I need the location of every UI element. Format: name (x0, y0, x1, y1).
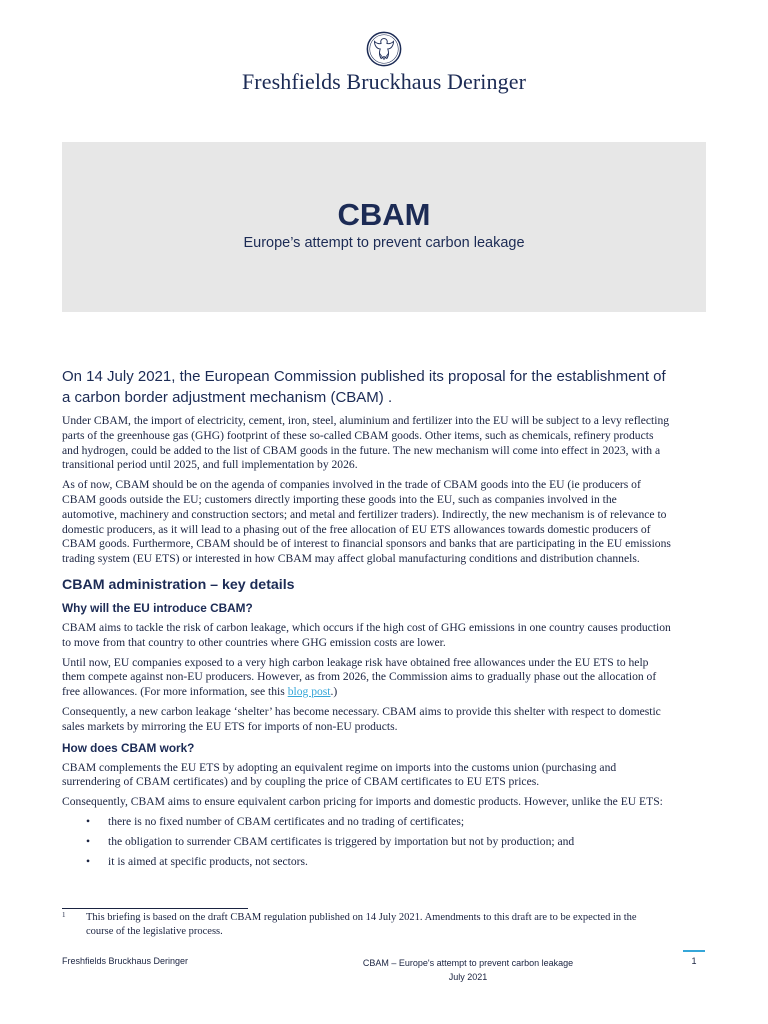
how-heading: How does CBAM work? (62, 740, 195, 755)
footer-date: July 2021 (448, 972, 488, 982)
how-paragraph-2: Consequently, CBAM aims to ensure equivalent carbon pricing for imports and domestic products. However, unlike the EU ETS: (62, 795, 663, 809)
bullet-text: the obligation to surrender CBAM certificates is triggered by importation but not by production; and (108, 834, 575, 848)
main-content (62, 366, 672, 874)
bullet-icon: • (86, 814, 91, 828)
intro-paragraph-2: As of now, CBAM should be on the agenda of companies involved in the trade of CBAM goods into the EU (ie producers of CBAM goods outside the EU; customers directly importing these goods into the EU, such as companies involved in the automotive, machinery and construction sectors; and metal and fertilizer traders). Indirectly, the new mechanism is of relevance to domestic producers, as it will lead to a phasing out of the free allocation of EU ETS allowances towards domestic producers of CBAM goods. Furthermore, CBAM should be of interest to financial sponsors and banks that are participating in the EU emissions trading system (EU ETS) or interested in how CBAM may affect global manufacturing conditions and distribution channels. (62, 478, 671, 566)
title-banner (62, 142, 706, 312)
page-number-rule (683, 950, 705, 952)
why-heading: Why will the EU introduce CBAM? (62, 600, 253, 615)
bullet-icon: • (86, 834, 91, 848)
footnote (62, 911, 662, 938)
footnote-mark: 1 (62, 911, 66, 919)
footnote-divider (62, 908, 248, 909)
bullet-text: there is no fixed number of CBAM certificates and no trading of certificates; (108, 814, 465, 828)
section-heading: CBAM administration – key details (62, 576, 295, 593)
bullet-text: it is aimed at specific products, not sectors. (108, 854, 308, 868)
why-paragraph-2 (62, 656, 672, 700)
footer-doc-title: CBAM – Europe's attempt to prevent carbon leakage (362, 958, 574, 968)
lead-paragraph: On 14 July 2021, the European Commission published its proposal for the establishment of a carbon border adjustment mechanism (CBAM) . (62, 368, 666, 406)
why-paragraph-1: CBAM aims to tackle the risk of carbon leakage, which occurs if the high cost of GHG emissions in one country causes production to move from that country to other countries where GHG emission costs are lower. (62, 620, 671, 649)
page-title: CBAM (337, 197, 431, 232)
list-item (62, 815, 672, 830)
why-paragraph-2-text: Until now, EU companies exposed to a very high carbon leakage risk have obtained free allowances under the EU ETS to help them compete against non-EU producers. However, as from 2026, the Commission aims to gradually phase out the allocation of free allowances. (For more information, see this (62, 655, 657, 699)
footer-title (318, 956, 618, 984)
crest-icon (365, 30, 403, 68)
why-paragraph-2-end: .) (330, 685, 338, 699)
footer-firm-name: Freshfields Bruckhaus Deringer (62, 956, 189, 966)
logo-name: Freshfields Bruckhaus Deringer (241, 69, 527, 94)
bullet-icon: • (86, 854, 91, 868)
footnote-text: This briefing is based on the draft CBAM regulation published on 14 July 2021. Amendments to this draft are to be expected in the course of the legislative process. (86, 912, 637, 937)
intro-paragraph-1: Under CBAM, the import of electricity, cement, iron, steel, aluminium and fertilizer into the EU will be subject to a levy reflecting parts of the greenhouse gas (GHG) footprint of these so-called CBAM goods. Other items, such as chemicals, refinery products and hydrogen, could be added to the list of CBAM goods in the future. The new mechanism will come into effect in 2023, with a transitional period until 2025, and full implementation by 2026. (62, 414, 670, 472)
why-paragraph-3: Consequently, a new carbon leakage ‘shelter’ has become necessary. CBAM aims to provide this shelter with respect to domestic sales markets by mirroring the EU ETS for imports of non-EU products. (62, 704, 661, 733)
page-number: 1 (691, 956, 697, 966)
blog-post-link[interactable]: blog post (287, 685, 331, 699)
how-paragraph-1: CBAM complements the EU ETS by adopting an equivalent regime on imports into the customs union (purchasing and surrendering of CBAM certificates) and by coupling the price of CBAM certificates to EU ETS prices. (62, 760, 617, 789)
list-item (62, 835, 672, 850)
list-item (62, 855, 672, 870)
bullet-list (62, 815, 672, 869)
header-logo (0, 30, 768, 95)
page-subtitle: Europe’s attempt to prevent carbon leakage (243, 235, 525, 251)
